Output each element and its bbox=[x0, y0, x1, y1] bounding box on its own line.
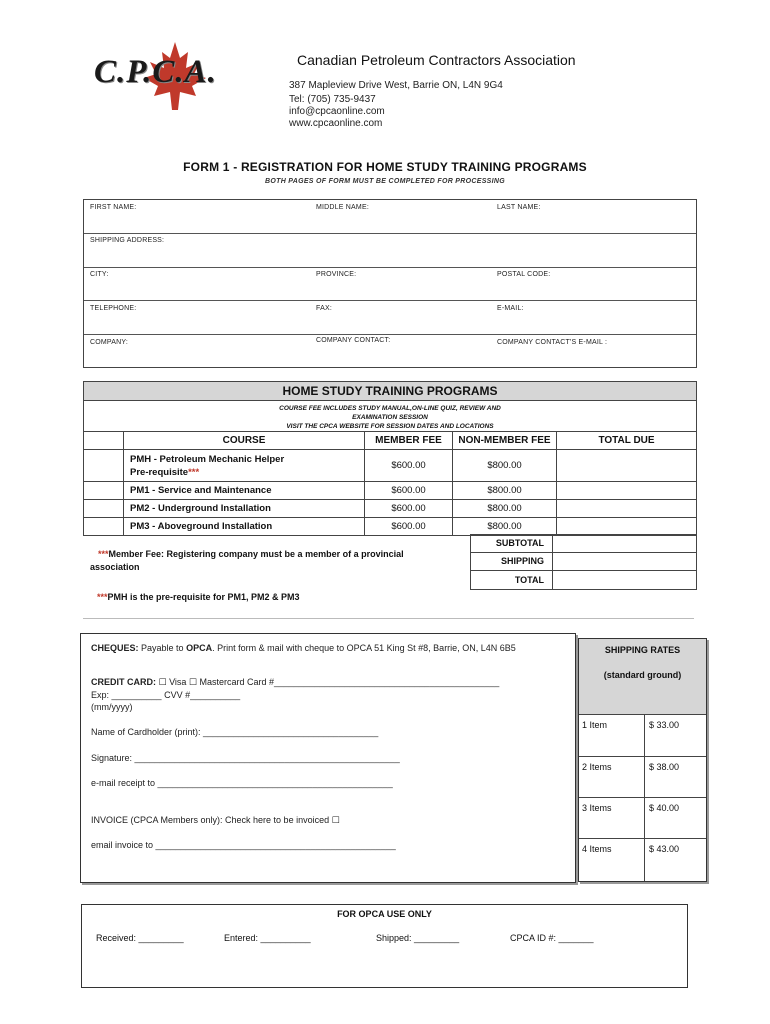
course-pmh-subtitle: Pre-requisite*** bbox=[130, 467, 200, 478]
course-select-pm2[interactable] bbox=[83, 499, 124, 518]
shipping-rates-header bbox=[579, 639, 706, 715]
course-pm2: PM2 - Underground Installation bbox=[123, 499, 365, 518]
member-fee-pm1: $600.00 bbox=[364, 481, 453, 500]
received-field[interactable]: Received: _________ bbox=[96, 933, 184, 943]
credit-card-line[interactable]: CREDIT CARD: ☐ Visa ☐ Mastercard Card #_____________________________________________ bbox=[91, 677, 500, 687]
member-fee-pm3: $600.00 bbox=[364, 517, 453, 536]
total-due-column-header: TOTAL DUE bbox=[556, 431, 697, 450]
cheques-line: CHEQUES: Payable to OPCA. Print form & mail with cheque to OPCA 51 King St #8, Barrie, ON, L4N 6B5 bbox=[91, 643, 516, 653]
programs-note-line2: EXAMINATION SESSION bbox=[352, 414, 428, 421]
cpca-logo bbox=[90, 40, 250, 112]
form-subtitle: BOTH PAGES OF FORM MUST BE COMPLETED FOR PROCESSING bbox=[265, 178, 505, 185]
member-fee-column-header: MEMBER FEE bbox=[364, 431, 453, 450]
shipping-rates-table bbox=[578, 638, 707, 882]
shipping-rate-row bbox=[579, 798, 706, 839]
email-receipt-field[interactable]: e-mail receipt to _______________________________________________ bbox=[91, 778, 393, 788]
shipping-items: 4 Items bbox=[579, 839, 645, 881]
last-name-field[interactable]: LAST NAME: bbox=[497, 204, 541, 211]
prerequisite-note: ***PMH is the pre-requisite for PM1, PM2 & PM3 bbox=[97, 592, 300, 602]
total-due-pmh[interactable] bbox=[556, 449, 697, 482]
invoice-checkbox-line[interactable]: INVOICE (CPCA Members only): Check here to be invoiced ☐ bbox=[91, 815, 340, 825]
select-column-header bbox=[83, 431, 124, 450]
programs-note-line1: COURSE FEE INCLUDES STUDY MANUAL,ON-LINE QUIZ, REVIEW AND bbox=[279, 405, 501, 412]
expiry-format-hint: (mm/yyyy) bbox=[91, 702, 133, 712]
total-due-pm2[interactable] bbox=[556, 499, 697, 518]
signature-field[interactable]: Signature: _____________________________________________________ bbox=[91, 753, 400, 763]
subtotal-value[interactable] bbox=[552, 534, 697, 553]
org-phone: Tel: (705) 735-9437 bbox=[289, 94, 376, 105]
shipping-price: $ 40.00 bbox=[649, 803, 680, 813]
section-divider bbox=[83, 618, 694, 619]
subtotal-label: SUBTOTAL bbox=[470, 534, 553, 553]
org-website: www.cpcaonline.com bbox=[289, 118, 383, 129]
cpca-id-field[interactable]: CPCA ID #: _______ bbox=[510, 933, 594, 943]
company-contact-email-field[interactable]: COMPANY CONTACT'S E-MAIL : bbox=[497, 339, 608, 346]
shipped-field[interactable]: Shipped: _________ bbox=[376, 933, 460, 943]
city-field[interactable]: CITY: bbox=[90, 271, 109, 278]
province-field[interactable]: PROVINCE: bbox=[316, 271, 357, 278]
member-note-marker: *** bbox=[98, 549, 109, 559]
nonmember-fee-column-header: NON-MEMBER FEE bbox=[452, 431, 557, 450]
org-email: info@cpcaonline.com bbox=[289, 106, 385, 117]
nonmember-fee-pm3: $800.00 bbox=[452, 517, 557, 536]
telephone-field[interactable]: TELEPHONE: bbox=[90, 305, 137, 312]
programs-heading: HOME STUDY TRAINING PROGRAMS bbox=[83, 381, 697, 401]
email-field[interactable]: E-MAIL: bbox=[497, 305, 524, 312]
company-field[interactable]: COMPANY: bbox=[90, 339, 129, 346]
course-select-pm1[interactable] bbox=[83, 481, 124, 500]
shipping-value[interactable] bbox=[552, 552, 697, 571]
shipping-price: $ 38.00 bbox=[649, 762, 680, 772]
shipping-price: $ 43.00 bbox=[649, 844, 680, 854]
logo-text: C.P.C.A. bbox=[94, 54, 217, 90]
shipping-items: 1 Item bbox=[579, 715, 645, 756]
first-name-field[interactable]: FIRST NAME: bbox=[90, 204, 137, 211]
shipping-items: 3 Items bbox=[579, 798, 645, 838]
office-use-title: FOR OPCA USE ONLY bbox=[337, 909, 432, 919]
programs-note bbox=[83, 401, 697, 431]
payment-section bbox=[80, 633, 576, 883]
member-fee-pm2: $600.00 bbox=[364, 499, 453, 518]
email-invoice-field[interactable]: email invoice to ________________________________________________ bbox=[91, 840, 396, 850]
org-address: 387 Mapleview Drive West, Barrie ON, L4N 9G4 bbox=[289, 80, 503, 91]
postal-code-field[interactable]: POSTAL CODE: bbox=[497, 271, 551, 278]
nonmember-fee-pm2: $800.00 bbox=[452, 499, 557, 518]
course-pm3: PM3 - Aboveground Installation bbox=[123, 517, 365, 536]
shipping-rate-row bbox=[579, 757, 706, 798]
member-fee-pmh: $600.00 bbox=[364, 449, 453, 482]
shipping-rates-subtitle: (standard ground) bbox=[603, 670, 682, 680]
registrant-info-grid bbox=[83, 199, 697, 368]
prerequisite-marker: *** bbox=[188, 467, 200, 478]
course-pmh bbox=[123, 449, 365, 482]
shipping-price: $ 33.00 bbox=[649, 720, 680, 730]
prereq-note-marker: *** bbox=[97, 592, 108, 602]
course-pm1: PM1 - Service and Maintenance bbox=[123, 481, 365, 500]
course-select-pm3[interactable] bbox=[83, 517, 124, 536]
total-label: TOTAL bbox=[470, 570, 553, 590]
form-title: FORM 1 - REGISTRATION FOR HOME STUDY TRAINING PROGRAMS bbox=[183, 160, 587, 174]
shipping-address-field[interactable]: SHIPPING ADDRESS: bbox=[90, 237, 165, 244]
office-use-box bbox=[81, 904, 688, 988]
middle-name-field[interactable]: MIDDLE NAME: bbox=[316, 204, 369, 211]
nonmember-fee-pmh: $800.00 bbox=[452, 449, 557, 482]
cardholder-name-field[interactable]: Name of Cardholder (print): ___________________________________ bbox=[91, 727, 379, 737]
fax-field[interactable]: FAX: bbox=[316, 305, 332, 312]
course-pmh-title: PMH - Petroleum Mechanic Helper bbox=[130, 454, 285, 465]
company-contact-field[interactable]: COMPANY CONTACT: bbox=[316, 337, 391, 344]
shipping-rate-row bbox=[579, 839, 706, 881]
course-select-pmh[interactable] bbox=[83, 449, 124, 482]
programs-note-line3: VISIT THE CPCA WEBSITE FOR SESSION DATES AND LOCATIONS bbox=[286, 423, 494, 430]
programs-table bbox=[83, 431, 697, 535]
nonmember-fee-pm1: $800.00 bbox=[452, 481, 557, 500]
shipping-label: SHIPPING bbox=[470, 552, 553, 571]
total-value[interactable] bbox=[552, 570, 697, 590]
entered-field[interactable]: Entered: __________ bbox=[224, 933, 311, 943]
shipping-rate-row bbox=[579, 715, 706, 757]
total-due-pm1[interactable] bbox=[556, 481, 697, 500]
expiry-cvv-line[interactable]: Exp: __________ CVV #__________ bbox=[91, 690, 241, 700]
shipping-rates-title: SHIPPING RATES bbox=[604, 645, 681, 655]
course-column-header: COURSE bbox=[123, 431, 365, 450]
shipping-items: 2 Items bbox=[579, 757, 645, 797]
member-fee-note: ***Member Fee: Registering company must be a member of a provincial association bbox=[90, 549, 404, 572]
org-name: Canadian Petroleum Contractors Association bbox=[297, 52, 576, 68]
